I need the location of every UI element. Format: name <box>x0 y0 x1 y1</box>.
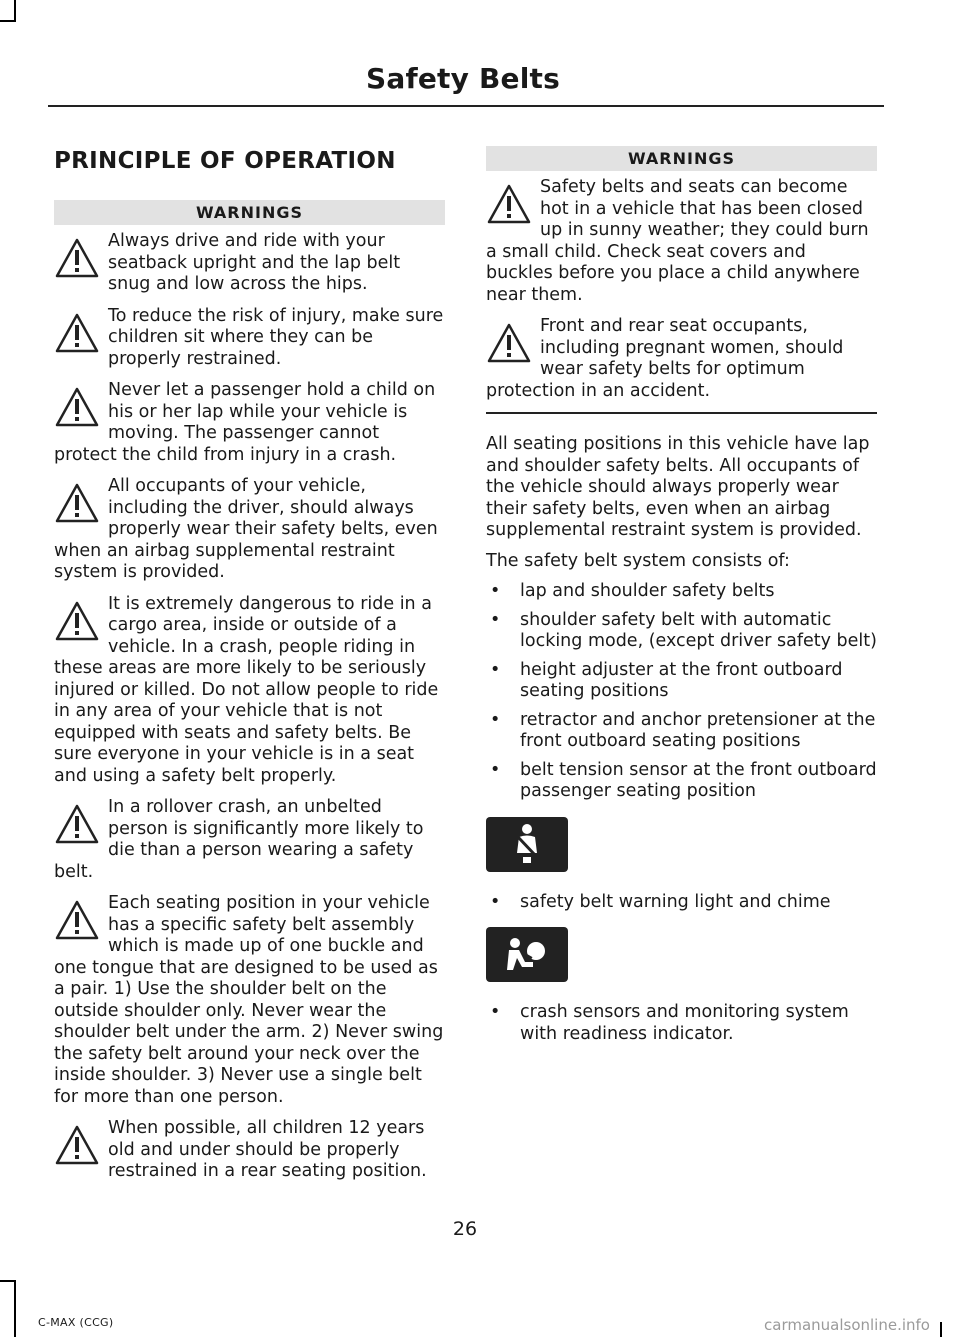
crop-mark <box>14 0 16 20</box>
list-item-text: belt tension sensor at the front outboard passenger seating position <box>520 759 877 801</box>
warning-item <box>54 380 445 466</box>
list-item <box>486 760 877 803</box>
warnings-end-divider <box>486 412 877 414</box>
intro-paragraph: All seating positions in this vehicle have lap and shoulder safety belts. All occupants of the vehicle should always properly wear their safety belts, even when an airbag supplemental restraint system is provided. <box>486 434 870 540</box>
warning-text: Each seating position in your vehicle has a specific safety belt assembly which is made up of one buckle and one tongue that are designed to be used as a pair. 1) Use the shoulder belt on the outside shoulder only. Never wear the shoulder belt under the arm. 2) Never swing the safety belt around your neck over the inside shoulder. 3) Never use a single belt for more than one person. <box>54 893 444 1107</box>
warning-text: To reduce the risk of injury, make sure children sit where they can be properly restrained. <box>108 305 444 369</box>
header-divider <box>48 105 884 107</box>
warning-item <box>54 797 445 883</box>
left-column <box>54 146 445 1193</box>
warning-triangle-icon <box>486 322 540 366</box>
warnings-header: WARNINGS <box>54 200 445 225</box>
model-label: C-MAX (CCG) <box>38 1316 114 1329</box>
seatbelt-warning-icon <box>486 817 568 872</box>
crop-mark <box>0 20 16 22</box>
list-item <box>486 710 877 753</box>
list-item-text: safety belt warning light and chime <box>520 891 831 912</box>
warning-triangle-icon <box>54 803 108 847</box>
watermark: carmanualsonline.info <box>764 1316 930 1334</box>
bullet-dot: • <box>490 759 501 780</box>
bullet-list <box>486 892 877 914</box>
bullet-list <box>486 581 877 803</box>
crop-mark <box>14 1280 16 1337</box>
list-item <box>486 1002 877 1045</box>
warning-triangle-icon <box>54 600 108 644</box>
right-column <box>486 146 877 1052</box>
warning-text: Always drive and ride with your seatback upright and the lap belt snug and low across the hips. <box>108 231 401 294</box>
system-intro: The safety belt system consists of: <box>486 550 790 571</box>
warning-triangle-icon <box>54 386 108 430</box>
list-item <box>486 892 877 914</box>
warning-item <box>54 476 445 584</box>
warning-triangle-icon <box>54 312 108 356</box>
warning-item <box>54 594 445 788</box>
bullet-dot: • <box>490 659 501 680</box>
warning-text: Safety belts and seats can become hot in a vehicle that has been closed up in sunny weather; they could burn a small child. Check seat covers and buckles before you place a child anywhere near them. <box>486 177 869 305</box>
list-item-text: height adjuster at the front outboard seating positions <box>520 659 843 701</box>
warning-triangle-icon <box>54 1124 108 1168</box>
list-item-text: retractor and anchor pretensioner at the front outboard seating positions <box>520 709 876 751</box>
warning-text: When possible, all children 12 years old and under should be properly restrained in a rear seating position. <box>108 1118 427 1181</box>
warning-text: Front and rear seat occupants, including pregnant women, should wear safety belts for optimum protection in an accident. <box>486 316 844 401</box>
warnings-header: WARNINGS <box>486 146 877 171</box>
list-item-text: shoulder safety belt with automatic locking mode, (except driver safety belt) <box>520 609 877 651</box>
bullet-dot: • <box>490 1002 501 1022</box>
warning-triangle-icon <box>54 899 108 943</box>
warning-text: Never let a passenger hold a child on his or her lap while your vehicle is moving. The passenger cannot protect the child from injury in a crash. <box>54 380 436 465</box>
warning-item <box>486 177 877 306</box>
bullet-dot: • <box>490 581 501 601</box>
warning-triangle-icon <box>54 237 108 281</box>
bullet-dot: • <box>490 891 501 912</box>
warning-triangle-icon <box>54 482 108 526</box>
crop-mark <box>940 1322 942 1337</box>
section-title: PRINCIPLE OF OPERATION <box>54 148 396 174</box>
warning-item <box>486 316 877 402</box>
list-item <box>486 610 877 653</box>
warning-text: All occupants of your vehicle, including the driver, should always properly wear their safety belts, even when an airbag supplemental restraint system is provided. <box>54 476 438 582</box>
bullet-dot: • <box>490 709 501 730</box>
warning-item <box>54 1118 445 1183</box>
warning-triangle-icon <box>486 183 540 227</box>
list-item <box>486 660 877 703</box>
list-item-text: lap and shoulder safety belts <box>520 581 775 601</box>
warning-item <box>54 306 445 371</box>
airbag-indicator-icon <box>486 927 568 982</box>
bullet-list <box>486 1002 877 1045</box>
warning-item <box>54 231 445 296</box>
warnings-list <box>54 231 445 1183</box>
page-number: 26 <box>452 1218 478 1240</box>
bullet-dot: • <box>490 609 501 630</box>
warning-item <box>54 893 445 1108</box>
crop-mark <box>0 1280 16 1282</box>
page-header-title: Safety Belts <box>366 62 560 95</box>
list-item-text: crash sensors and monitoring system with readiness indicator. <box>520 1002 849 1044</box>
warning-text: In a rollover crash, an unbelted person is significantly more likely to die than a person wearing a safety belt. <box>54 797 424 882</box>
list-item <box>486 581 877 603</box>
warnings-list <box>486 177 877 402</box>
warning-text: It is extremely dangerous to ride in a cargo area, inside or outside of a vehicle. In a crash, people riding in these areas are more likely to be seriously injured or killed. Do not allow people to ride in any area of your vehicle that is not equipped with seats and safety belts. Be sure everyone in your vehicle is in a seat and using a safety belt properly. <box>54 593 439 786</box>
